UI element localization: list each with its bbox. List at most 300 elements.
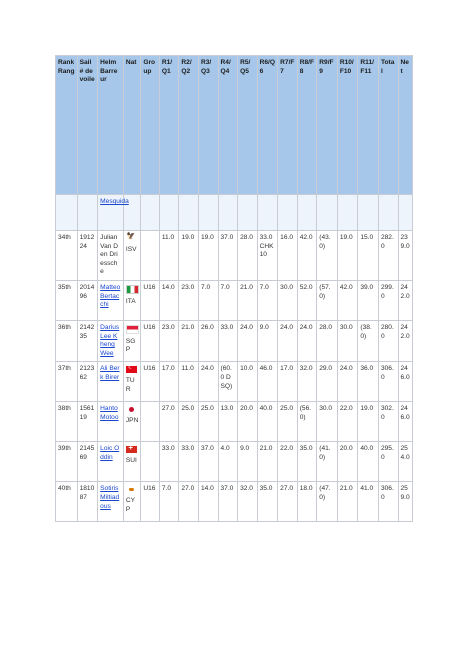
r10-cell <box>337 280 358 320</box>
helm-cell <box>98 195 129 231</box>
helm-cell <box>98 482 124 522</box>
r5-cell <box>238 482 258 522</box>
total-value: 306.0 <box>380 365 394 381</box>
nat-cell <box>123 362 140 402</box>
r7-value: 25.0 <box>280 405 294 413</box>
total-cell <box>378 402 398 442</box>
r4-cell <box>218 320 238 361</box>
net-cell <box>398 362 413 402</box>
nat-cell <box>123 280 140 320</box>
helm-link[interactable]: Ali Berk Birer <box>100 365 120 381</box>
column-header-label: R8/F8 <box>299 59 315 75</box>
r8-value: (56.0) <box>299 405 312 421</box>
r10-value: 19.0 <box>339 234 353 241</box>
helm-link[interactable]: Hanto Motoo <box>100 405 119 421</box>
rank-cell <box>56 280 78 320</box>
r4-cell <box>218 280 238 320</box>
total-value: 295.0 <box>380 445 394 461</box>
sail-cell <box>77 402 98 442</box>
nat-cell <box>123 231 140 281</box>
r5-cell <box>238 362 258 402</box>
net-cell <box>398 280 413 320</box>
total-value: 302.0 <box>380 405 394 421</box>
cyp-flag-icon <box>126 486 137 493</box>
r1-value: 33.0 <box>161 445 175 453</box>
r5-value: 21.0 <box>240 283 253 291</box>
column-header-label: R1/Q1 <box>161 59 173 75</box>
column-header-label: R4/Q4 <box>220 59 231 75</box>
r5-cell <box>238 231 258 281</box>
group-value: U16 <box>143 283 156 291</box>
r8-cell <box>297 320 317 361</box>
r4-cell <box>218 231 238 281</box>
sui-flag-icon <box>126 446 137 453</box>
nat-value: SGP <box>125 337 136 354</box>
rank-value: 36th <box>58 323 71 331</box>
table-row <box>56 320 413 361</box>
r7-value: 22.0 <box>280 445 294 453</box>
column-header-label: R7/F7 <box>280 59 295 75</box>
net-value: 254.0 <box>400 445 410 461</box>
r9-value: 29.0 <box>319 365 333 373</box>
r10-value: 30.0 <box>339 323 353 331</box>
nat-value: ISV <box>125 245 137 253</box>
rank-value: 40th <box>58 485 71 493</box>
column-header-label: R6/Q6 <box>259 59 275 75</box>
r7-value: 16.0 <box>280 234 294 241</box>
total-cell <box>378 362 398 402</box>
r9-value: (41.0) <box>319 445 331 461</box>
r10-value: 22.0 <box>339 405 353 413</box>
sgp-flag-icon <box>126 325 139 334</box>
sail-value: 156119 <box>79 405 95 421</box>
r6-value: 40.0 <box>259 405 273 413</box>
group-cell <box>141 280 160 320</box>
r2-cell <box>179 320 199 361</box>
r8-cell <box>297 442 317 482</box>
r10-value: 21.0 <box>339 485 353 493</box>
results-table <box>55 55 413 522</box>
group-cell <box>141 362 160 402</box>
r10-cell <box>337 362 358 402</box>
column-header-r7 <box>278 56 298 195</box>
r9-value: (57.0) <box>319 283 331 300</box>
r8-cell <box>297 362 317 402</box>
nat-cell <box>123 442 140 482</box>
r2-value: 27.0 <box>181 485 195 493</box>
r3-cell <box>198 362 218 402</box>
column-header-r10 <box>337 56 358 195</box>
column-header-rank <box>56 56 78 195</box>
group-cell <box>141 482 160 522</box>
column-header-helm <box>98 56 124 195</box>
r11-value: 39.0 <box>360 283 374 291</box>
r10-value: 42.0 <box>339 283 353 291</box>
column-header-label: Total <box>380 59 395 75</box>
r6-cell <box>257 320 278 361</box>
column-header-r8 <box>297 56 317 195</box>
group-value: U16 <box>143 485 156 493</box>
r9-value: 28.0 <box>319 323 333 331</box>
sail-value: 191224 <box>79 234 95 250</box>
sail-value: 212362 <box>79 365 95 381</box>
nat-cell <box>123 320 140 361</box>
r6-value: 35.0 <box>259 485 273 493</box>
nat-cell <box>123 482 140 522</box>
column-header-label: Nat <box>125 59 137 66</box>
r8-cell <box>297 280 317 320</box>
rank-cell <box>56 362 78 402</box>
r5-cell <box>238 280 258 320</box>
column-header-group <box>141 56 160 195</box>
r6-cell <box>257 402 278 442</box>
total-value: 280.0 <box>380 323 394 340</box>
r10-value: 24.0 <box>339 365 353 373</box>
column-header-label: Net <box>400 59 409 75</box>
table-row <box>56 231 413 281</box>
nat-value: CYP <box>125 496 136 513</box>
helm-link[interactable]: Sotiris Miltiadous <box>100 485 120 510</box>
column-header-nat <box>123 56 140 195</box>
r2-cell <box>179 442 199 482</box>
total-cell <box>378 320 398 361</box>
r5-cell <box>238 402 258 442</box>
r5-value: 32.0 <box>240 485 253 493</box>
r9-value: (43.0) <box>319 234 331 250</box>
r7-value: 30.0 <box>280 283 294 291</box>
r11-cell <box>358 442 379 482</box>
r7-cell <box>278 320 298 361</box>
net-cell <box>398 231 413 281</box>
sail-cell <box>77 362 98 402</box>
results-table-container <box>55 55 413 522</box>
r7-cell <box>278 362 298 402</box>
net-value: 239.0 <box>400 234 410 250</box>
net-value: 242.0 <box>400 283 410 300</box>
r7-cell <box>278 442 298 482</box>
r8-value: 24.0 <box>299 323 313 331</box>
column-header-r4 <box>218 56 238 195</box>
r2-value: 21.0 <box>181 323 195 331</box>
jpn-flag-icon <box>126 406 137 413</box>
total-cell <box>378 442 398 482</box>
r2-cell <box>179 482 199 522</box>
nat-value: ITA <box>125 297 136 305</box>
helm-name: Julian Van Den Driessche <box>100 234 118 276</box>
r6-cell <box>257 231 278 281</box>
rank-value: 38th <box>58 405 71 413</box>
group-value: U16 <box>143 323 156 331</box>
continuation-row <box>56 195 413 231</box>
table-row <box>56 362 413 402</box>
nat-value: JPN <box>125 416 139 424</box>
column-header-r3 <box>198 56 218 195</box>
table-header <box>56 56 413 195</box>
table-body <box>56 195 413 522</box>
column-header-r2 <box>179 56 199 195</box>
helm-cell <box>98 231 124 281</box>
r6-value: 33.0 CHK 10 <box>259 234 274 259</box>
rank-value: 35th <box>58 283 71 291</box>
r4-cell <box>218 402 238 442</box>
net-value: 246.0 <box>400 405 410 421</box>
r6-value: 21.0 <box>259 445 273 453</box>
rank-cell <box>56 482 78 522</box>
column-header-label: R10/F10 <box>339 59 354 75</box>
r9-cell <box>317 482 338 522</box>
r11-value: 41.0 <box>360 485 374 493</box>
rank-cell <box>56 442 78 482</box>
r10-cell <box>337 482 358 522</box>
rank-value: 39th <box>58 445 71 453</box>
r3-cell <box>198 280 218 320</box>
r9-value: 30.0 <box>319 405 333 413</box>
column-header-label: R11/F11 <box>360 59 374 75</box>
r10-cell <box>337 402 358 442</box>
net-value: 242.0 <box>400 323 410 340</box>
r4-value: 37.0 <box>220 485 234 493</box>
column-header-label: R3/Q3 <box>200 59 212 75</box>
net-value: 259.0 <box>400 485 410 501</box>
nat-value: SUI <box>125 456 137 464</box>
r5-value: 20.0 <box>240 405 253 413</box>
rank-value: 37th <box>58 365 71 373</box>
header-row <box>56 56 413 195</box>
r3-value: 26.0 <box>200 323 214 331</box>
r4-value: 13.0 <box>220 405 234 413</box>
column-header-label: R5/Q5 <box>240 59 251 75</box>
total-cell <box>378 280 398 320</box>
r9-cell <box>317 442 338 482</box>
net-cell <box>398 402 413 442</box>
r8-value: 52.0 <box>299 283 313 291</box>
r8-cell <box>297 231 317 281</box>
r9-cell <box>317 320 338 361</box>
r7-value: 17.0 <box>280 365 294 373</box>
r3-cell <box>198 320 218 361</box>
r3-value: 24.0 <box>200 365 214 373</box>
r4-value: (60.0 DSQ) <box>220 365 233 390</box>
column-header-label: Sail # de voile <box>79 59 95 84</box>
r7-cell <box>278 402 298 442</box>
r5-cell <box>238 320 258 361</box>
sail-cell <box>77 231 98 281</box>
table-row <box>56 402 413 442</box>
r5-cell <box>238 442 258 482</box>
net-value: 246.0 <box>400 365 410 381</box>
r6-value: 46.0 <box>259 365 273 373</box>
r11-cell <box>358 402 379 442</box>
sail-cell <box>77 280 98 320</box>
r3-value: 19.0 <box>200 234 214 241</box>
r5-value: 24.0 <box>240 323 253 331</box>
helm-cell <box>98 280 124 320</box>
sail-value: 214569 <box>79 445 95 461</box>
r4-cell <box>218 362 238 402</box>
r1-cell <box>159 482 179 522</box>
net-cell <box>398 320 413 361</box>
r2-cell <box>179 402 199 442</box>
r1-cell <box>159 280 179 320</box>
helm-cell <box>98 402 124 442</box>
r2-value: 33.0 <box>181 445 195 453</box>
sail-value: 201496 <box>79 283 95 300</box>
r7-value: 24.0 <box>280 323 294 331</box>
column-header-label: Helm Barreur <box>100 59 118 84</box>
total-value: 299.0 <box>380 283 394 300</box>
total-cell <box>378 231 398 281</box>
r8-value: 35.0 <box>299 445 313 453</box>
group-cell <box>141 231 160 281</box>
helm-cell <box>98 442 124 482</box>
r6-cell <box>257 362 278 402</box>
r11-cell <box>358 362 379 402</box>
r1-value: 14.0 <box>161 283 175 291</box>
r2-value: 23.0 <box>181 283 195 291</box>
r10-cell <box>337 231 358 281</box>
net-cell <box>398 482 413 522</box>
r10-value: 20.0 <box>339 445 353 453</box>
r9-cell <box>317 402 338 442</box>
r1-value: 27.0 <box>161 405 175 413</box>
r11-value: (38.0) <box>360 323 372 340</box>
r2-value: 19.0 <box>181 234 195 241</box>
helm-link[interactable]: Loic Oddin <box>100 445 120 461</box>
r5-value: 10.0 <box>240 365 253 373</box>
r7-cell <box>278 231 298 281</box>
r3-cell <box>198 402 218 442</box>
column-header-sail <box>77 56 98 195</box>
column-header-label: R9/F9 <box>319 59 334 75</box>
column-header-label: Group <box>143 59 156 75</box>
r7-cell <box>278 280 298 320</box>
r1-cell <box>159 231 179 281</box>
r1-value: 23.0 <box>161 323 175 331</box>
helm-link[interactable]: Mesquida <box>100 198 129 205</box>
sail-value: 214235 <box>79 323 95 340</box>
column-header-r6 <box>257 56 278 195</box>
r1-cell <box>159 362 179 402</box>
rank-cell <box>56 320 78 361</box>
table-row <box>56 280 413 320</box>
r9-value: (47.0) <box>319 485 331 501</box>
table-row <box>56 482 413 522</box>
sail-cell <box>77 482 98 522</box>
r5-value: 28.0 <box>240 234 253 241</box>
r8-cell <box>297 402 317 442</box>
r2-cell <box>179 280 199 320</box>
r2-value: 25.0 <box>181 405 195 413</box>
sail-cell <box>77 442 98 482</box>
r8-value: 18.0 <box>299 485 313 493</box>
net-cell <box>398 442 413 482</box>
r11-cell <box>358 320 379 361</box>
helm-cell <box>98 320 124 361</box>
r11-cell <box>358 280 379 320</box>
column-header-r5 <box>238 56 258 195</box>
helm-cell <box>98 362 124 402</box>
r3-cell <box>198 442 218 482</box>
column-header-label: R2/Q2 <box>181 59 192 75</box>
r1-cell <box>159 442 179 482</box>
sail-value: 181087 <box>79 485 95 501</box>
r11-value: 19.0 <box>360 405 374 413</box>
total-value: 282.0 <box>380 234 394 250</box>
r3-value: 25.0 <box>200 405 214 413</box>
r7-cell <box>278 482 298 522</box>
r11-value: 40.0 <box>360 445 374 453</box>
group-value: U16 <box>143 365 156 373</box>
helm-link[interactable]: Darius Lee Kheng Wee <box>100 323 120 357</box>
r1-cell <box>159 402 179 442</box>
column-header-r9 <box>317 56 338 195</box>
r7-value: 27.0 <box>280 485 294 493</box>
r3-cell <box>198 231 218 281</box>
column-header-total <box>378 56 398 195</box>
sail-cell <box>77 320 98 361</box>
r6-cell <box>257 280 278 320</box>
r9-cell <box>317 231 338 281</box>
r1-value: 17.0 <box>161 365 175 373</box>
group-cell <box>141 402 160 442</box>
r8-cell <box>297 482 317 522</box>
helm-link[interactable]: Matteo Bertacchi <box>100 283 121 309</box>
ita-flag-icon <box>126 285 139 294</box>
r2-value: 11.0 <box>181 365 194 373</box>
r11-value: 15.0 <box>360 234 374 241</box>
rank-cell <box>56 402 78 442</box>
r4-value: 7.0 <box>220 283 230 291</box>
rank-cell <box>56 231 78 281</box>
r11-value: 36.0 <box>360 365 374 373</box>
r2-cell <box>179 231 199 281</box>
r9-cell <box>317 280 338 320</box>
r6-cell <box>257 482 278 522</box>
r8-value: 32.0 <box>299 365 313 373</box>
rank-value: 34th <box>58 234 71 241</box>
nat-value: TUR <box>125 376 135 393</box>
r4-cell <box>218 482 238 522</box>
r11-cell <box>358 482 379 522</box>
group-cell <box>141 442 160 482</box>
r10-cell <box>337 442 358 482</box>
r2-cell <box>179 362 199 402</box>
r5-value: 9.0 <box>240 445 250 453</box>
r4-value: 37.0 <box>220 234 234 241</box>
column-header-label: Rank Rang <box>58 59 75 75</box>
r4-cell <box>218 442 238 482</box>
r3-value: 14.0 <box>200 485 214 493</box>
r11-cell <box>358 231 379 281</box>
column-header-net <box>398 56 413 195</box>
column-header-r1 <box>159 56 179 195</box>
r1-value: 7.0 <box>161 485 172 493</box>
column-header-r11 <box>358 56 379 195</box>
r8-value: 42.0 <box>299 234 313 241</box>
table-row <box>56 442 413 482</box>
group-cell <box>141 320 160 361</box>
total-cell <box>378 482 398 522</box>
r4-value: 33.0 <box>220 323 234 331</box>
r6-value: 9.0 <box>259 323 269 331</box>
r3-value: 37.0 <box>200 445 214 453</box>
r10-cell <box>337 320 358 361</box>
nat-cell <box>123 402 140 442</box>
r4-value: 4.0 <box>220 445 230 453</box>
r3-value: 7.0 <box>200 283 211 291</box>
r1-value: 11.0 <box>161 234 175 241</box>
r3-cell <box>198 482 218 522</box>
